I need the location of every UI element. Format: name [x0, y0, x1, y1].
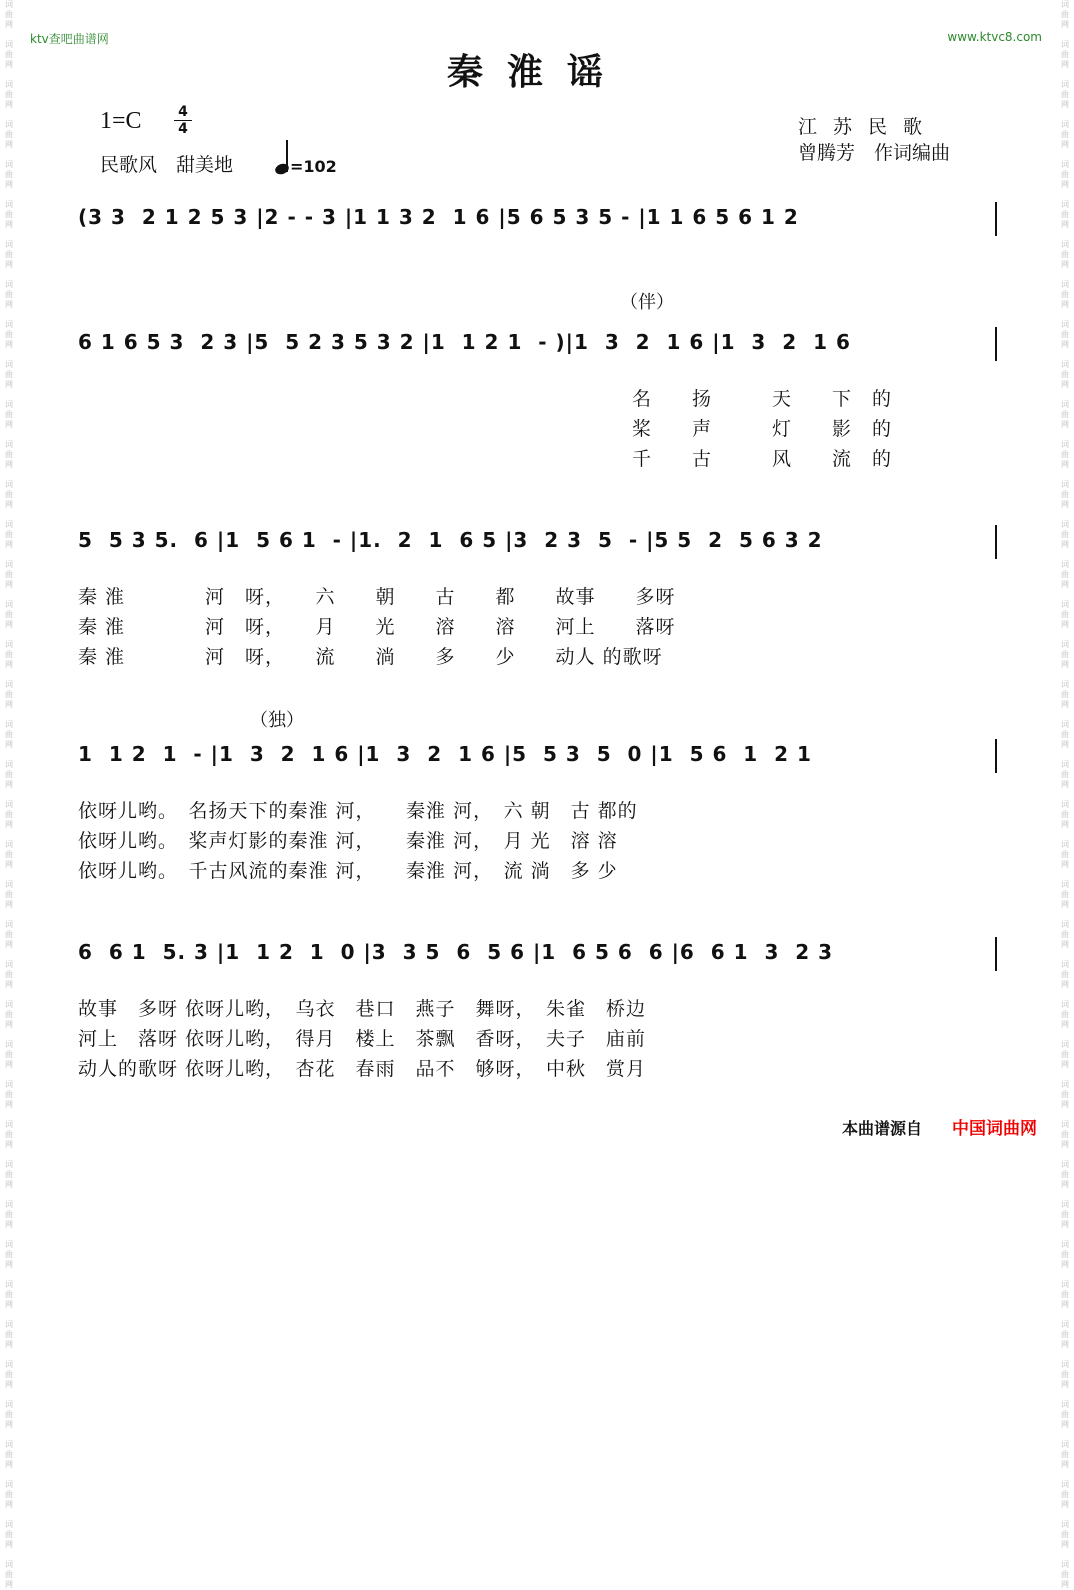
lyric-line: 依呀儿哟。 名扬天下的秦淮 河， 秦淮 河， 六 朝 古 都的	[78, 800, 638, 822]
bar-line	[995, 525, 997, 559]
notation-row-3: 5 5 3 5. 6 |1 5 6 1 - |1. 2 1 6 5 |3 2 3 5 - |5 5 2 5 6 3 2	[78, 528, 823, 552]
notation-row-5: 6 6 1 5. 3 |1 1 2 1 0 |3 3 5 6 5 6 |1 6 5 6 6 |6 6 1 3 2 3	[78, 940, 834, 964]
time-top: 4	[178, 104, 188, 120]
performance-style: 民歌风 甜美地	[100, 154, 234, 176]
site-left-label[interactable]: ktv查吧曲谱网	[30, 32, 109, 46]
lyric-line: 故事 多呀 依呀儿哟， 乌衣 巷口 燕子 舞呀， 朱雀 桥边	[78, 998, 647, 1020]
notation-row-2: 6 1 6 5 3 2 3 |5 5 2 3 5 3 2 |1 1 2 1 - )|1 3 2 1 6 |1 3 2 1 6	[78, 330, 851, 354]
lyric-line: 秦 淮 河 呀， 六 朝 古 都 故事 多呀	[78, 586, 676, 608]
tempo-value: =102	[290, 157, 337, 176]
notation-row-1: (3 3 2 1 2 5 3 |2 - - 3 |1 1 3 2 1 6 |5 6 5 3 5 - |1 1 6 5 6 1 2	[78, 205, 799, 229]
lyric-line: 动人的歌呀 依呀儿哟， 杏花 春雨 品不 够呀， 中秋 赏月	[78, 1058, 647, 1080]
song-author: 曾腾芳 作词编曲	[798, 142, 951, 164]
footer-site-link[interactable]: 中国词曲网	[952, 1119, 1037, 1139]
lyric-line: 秦 淮 河 呀， 月 光 溶 溶 河上 落呀	[78, 616, 676, 638]
footer-source-label: 本曲谱源自	[842, 1119, 923, 1138]
site-right-label[interactable]: www.ktvc8.com	[947, 30, 1042, 44]
lyric-line: 桨 声 灯 影 的	[632, 418, 893, 440]
bar-line	[995, 202, 997, 236]
song-title: 秦淮谣	[446, 52, 627, 93]
lyric-line: 河上 落呀 依呀儿哟， 得月 楼上 茶飘 香呀， 夫子 庙前	[78, 1028, 647, 1050]
lyric-line: 千 古 风 流 的	[632, 448, 893, 470]
tempo-marking	[275, 140, 337, 176]
time-bottom: 4	[178, 121, 188, 137]
side-watermark-left: 词 曲 网 词 曲 网 词 曲 网 词 曲 网 词 曲 网 词 曲 网 词 曲 网 词 曲 网 词 曲 网 词 曲 网 词 曲 网 词 曲 网 词 曲 网 词 曲 网 词 曲 网 词 曲 网 词 曲 网 词 曲 网 词 曲 网 词 曲 网 词 曲 网 词 曲 网 词 曲 网 词 曲 网 词 曲 网 词 曲 网 词 曲 网 词 曲 网 词 曲 网 词 曲 网 词 曲 网 词 曲 网 词 曲 网 词 曲 网 词 曲 网 词 曲 网 词 曲 网 词 曲 网 词 曲 网 词 曲 网	[5, 0, 13, 1589]
accomp-mark: （伴）	[620, 292, 674, 313]
bar-line	[995, 739, 997, 773]
side-watermark-right: 词 曲 网 词 曲 网 词 曲 网 词 曲 网 词 曲 网 词 曲 网 词 曲 网 词 曲 网 词 曲 网 词 曲 网 词 曲 网 词 曲 网 词 曲 网 词 曲 网 词 曲 网 词 曲 网 词 曲 网 词 曲 网 词 曲 网 词 曲 网 词 曲 网 词 曲 网 词 曲 网 词 曲 网 词 曲 网 词 曲 网 词 曲 网 词 曲 网 词 曲 网 词 曲 网 词 曲 网 词 曲 网 词 曲 网 词 曲 网 词 曲 网 词 曲 网 词 曲 网 词 曲 网 词 曲 网 词 曲 网	[1061, 0, 1069, 1589]
lyric-line: 秦 淮 河 呀， 流 淌 多 少 动人 的歌呀	[78, 646, 663, 668]
lyric-line: 依呀儿哟。 桨声灯影的秦淮 河， 秦淮 河， 月 光 溶 溶	[78, 830, 618, 852]
lyric-line: 名 扬 天 下 的	[632, 388, 893, 410]
bar-line	[995, 937, 997, 971]
song-origin: 江苏民歌	[798, 116, 939, 138]
solo-mark: （独）	[250, 710, 304, 731]
bar-line	[995, 327, 997, 361]
time-signature	[174, 104, 192, 137]
lyric-line: 依呀儿哟。 千古风流的秦淮 河， 秦淮 河， 流 淌 多 少	[78, 860, 618, 882]
notation-row-4: 1 1 2 1 - |1 3 2 1 6 |1 3 2 1 6 |5 5 3 5 0 |1 5 6 1 2 1	[78, 742, 812, 766]
key-signature: 1=C	[100, 108, 142, 134]
